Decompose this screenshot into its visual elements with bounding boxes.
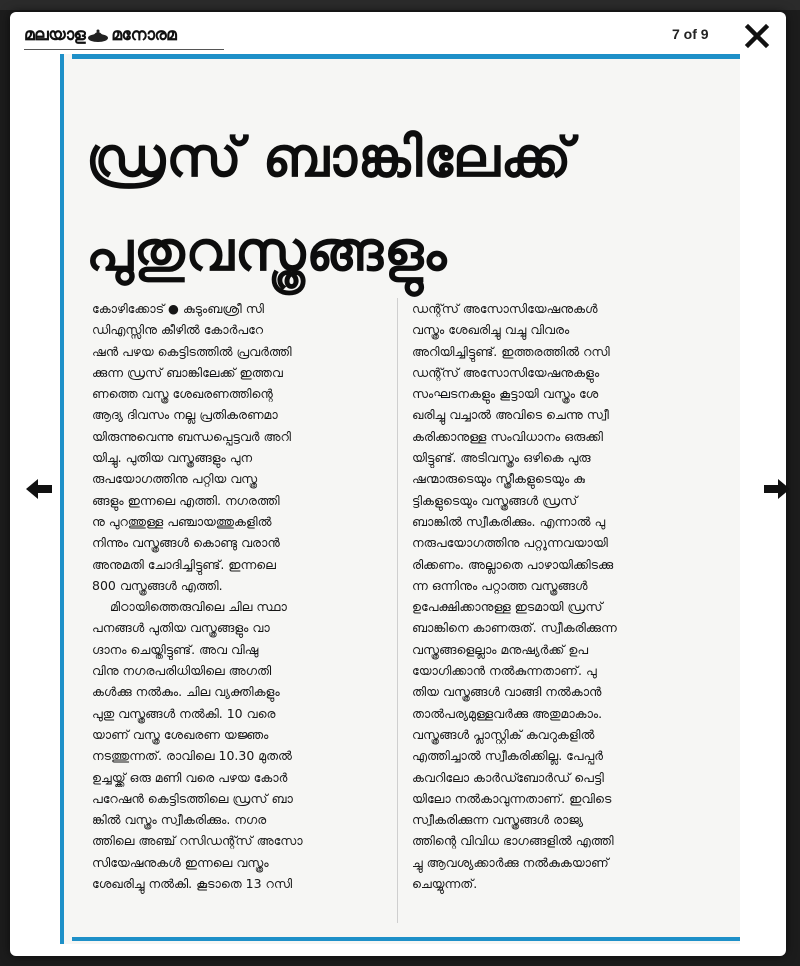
body-text-line: ഡിഎസ്സിനു കീഴിൽ കോർപറേ [92,322,264,338]
body-text-line: ഗ്ദാനം ചെയ്തിട്ടുണ്ട്. അവ വിഷു [92,641,259,657]
body-text-line: ഡന്റ്സ് അസോസിയേഷനുകളും [412,364,600,380]
arrow-left-icon [24,474,54,504]
clip-top-rule [72,54,740,59]
manorama-logo [24,22,176,48]
body-text-line: ന്ന ഒന്നിനും പറ്റാത്ത വസ്ത്രങ്ങൾ [412,577,588,593]
body-text-line: അറിയിച്ചിട്ടുണ്ട്. ഇത്തരത്തിൽ റസി [412,343,610,359]
body-text-line: അനുമതി ചോദിച്ചിട്ടുണ്ട്. ഇന്നലെ [92,556,276,572]
body-text-line: ഖരിച്ചു വച്ചാൽ അവിടെ ചെന്നു സ്വീ [412,407,609,423]
body-text-line: വിനു നഗരപരിധിയിലെ അഗതി [92,663,272,679]
body-text-line: വസ്ത്രങ്ങളെല്ലാം മനുഷ്യർക്ക് ഉപ [412,641,589,657]
body-text-line: പുതു വസ്ത്രങ്ങൾ നൽകി. 10 വരെ [92,705,276,721]
body-text-line: ങ്കിൽ വസ്ത്രം സ്വീകരിക്കും. നഗര [92,812,267,828]
body-text-line: ച്ചു ആവശ്യക്കാർക്കു നൽകുകയാണ് [412,854,609,870]
body-text-line: യാണ് വസ്ത്ര ശേഖരണ യജ്ഞം [92,726,269,742]
article-column-1 [92,298,382,894]
body-text-line: ത്തിന്റെ വിവിധ ഭാഗങ്ങളിൽ എത്തി [412,833,614,849]
body-text-line: ക്കുന്ന ഡ്രസ് ബാങ്കിലേക്ക് ഇത്തവ [92,364,283,380]
body-text-line: ഉച്ചയ്ക്ക് ഒരു മണി വരെ പഴയ കോർ [92,769,288,785]
body-text-line: ഷന്മാരുടെയും സ്ത്രീകളുടെയും കു [412,471,585,487]
body-text-line: നരുപയോഗത്തിനു പറ്റുന്നവയായി [412,535,608,551]
page-indicator: 7 of 9 [672,26,709,42]
next-page-button[interactable] [762,474,792,504]
close-icon [743,22,771,50]
body-text-line: രിക്കണം. അല്ലാതെ പാഴായിക്കിടക്കു [412,556,614,572]
article-column-2 [412,298,702,894]
body-text-line: യിച്ചു. പുതിയ വസ്ത്രങ്ങളും പുന [92,450,253,466]
lamp-emblem-icon [87,27,109,43]
body-text-line: കോഴിക്കോട് ● കുടുംബശ്രീ സി [92,301,264,316]
body-text-line: യിലോ നൽകാവുന്നതാണ്. ഇവിടെ [412,790,612,806]
page-backdrop [0,0,800,10]
body-text-line: 800 വസ്ത്രങ്ങൾ എത്തി. [92,577,223,593]
body-text-line: സ്വീകരിക്കുന്ന വസ്ത്രങ്ങൾ രാജ്യ [412,812,584,828]
body-text-line: സംഘടനകളും കൂട്ടായി വസ്ത്രം ശേ [412,386,599,402]
previous-page-button[interactable] [24,474,54,504]
body-text-line: ഡന്റ്സ് അസോസിയേഷനുകൾ [412,301,598,316]
viewer-topbar [10,12,786,58]
body-text-line: സിയേഷനുകൾ ഇന്നലെ വസ്ത്രം [92,854,269,870]
body-text-line: യിട്ടുണ്ട്. അടിവസ്ത്രം ഒഴികെ പുരു [412,450,591,466]
newspaper-clipping [60,54,740,944]
clip-left-rule [60,54,64,944]
body-text-line: യോഗിക്കാൻ നൽകുന്നതാണ്. പു [412,663,597,679]
body-text-line: പറേഷൻ കെട്ടിടത്തിലെ ഡ്രസ് ബാ [92,790,293,806]
body-text-line: മിഠായിത്തെരുവിലെ ചില സ്ഥാ [110,599,287,615]
headline-line: പുതുവസ്ത്രങ്ങളും [86,219,448,283]
body-text-line: ഉപേക്ഷിക്കാനുള്ള ഇടമായി ഡ്രസ് [412,599,603,615]
clip-bottom-rule [72,937,740,941]
body-text-line: കൾക്കു നൽകും. ചില വ്യക്തികളും [92,684,280,700]
body-text-line: കരിക്കാനുള്ള സംവിധാനം ഒരുക്കി [412,428,603,444]
body-text-line: ണത്തെ വസ്ത്ര ശേഖരണത്തിന്റെ [92,386,273,402]
body-text-line: ട്ടികളുടെയും വസ്ത്രങ്ങൾ ഡ്രസ് [412,492,578,508]
body-text-line: രുപയോഗത്തിനു പറ്റിയ വസ്ത്ര [92,471,258,487]
body-text-line: നടത്തുന്നത്. രാവിലെ 10.30 മുതൽ [92,748,292,764]
article-headline [86,110,740,298]
close-button[interactable] [743,22,771,50]
body-text-line: ങ്ങളും ഇന്നലെ എത്തി. നഗരത്തി [92,492,280,508]
logo-underline [24,49,224,50]
body-text-line: ബാങ്കിൽ സ്വീകരിക്കും. എന്നാൽ പു [412,513,606,529]
body-text-line: നു പുറത്തുള്ള പഞ്ചായത്തുകളിൽ [92,513,272,529]
logo-text-right: മനോരമ [111,25,177,45]
body-text-line: തിയ വസ്ത്രങ്ങൾ വാങ്ങി നൽകാൻ [412,684,602,700]
body-text-line: കവറിലോ കാർഡ്ബോർഡ് പെട്ടി [412,769,604,785]
logo-text-left: മലയാള [24,25,86,45]
body-text-line: ആദ്യ ദിവസം നല്ല പ്രതികരണമാ [92,407,278,423]
body-text-line: ചെയ്യുന്നത്. [412,876,478,892]
arrow-right-icon [762,474,792,504]
body-text-line: നിന്നും വസ്ത്രങ്ങൾ കൊണ്ടു വരാൻ [92,535,280,551]
body-text-line: വസ്ത്രങ്ങൾ പ്ലാസ്റ്റിക് കവറുകളിൽ [412,726,595,742]
body-text-line: പനങ്ങൾ പുതിയ വസ്ത്രങ്ങളും വാ [92,620,270,636]
body-text-line: ബാങ്കിനെ കാണരുത്. സ്വീകരിക്കുന്ന [412,620,617,636]
body-text-line: താൽപര്യമുള്ളവർക്കു അതുമാകാം. [412,705,603,721]
column-divider [397,298,398,923]
body-text-line: ശേഖരിച്ചു നൽകി. കൂടാതെ 13 റസി [92,876,293,892]
body-text-line: എത്തിച്ചാൽ സ്വീകരിക്കില്ല. പേപ്പർ [412,748,603,764]
body-text-line: ഷൻ പഴയ കെട്ടിടത്തിൽ പ്രവർത്തി [92,343,292,359]
body-text-line: യിരുന്നുവെന്നു ബന്ധപ്പെട്ടവർ അറി [92,428,292,444]
headline-line: ഡ്രസ് ബാങ്കിലേക്ക് [86,125,573,189]
body-text-line: വസ്ത്രം ശേഖരിച്ചു വച്ചു വിവരം [412,322,570,338]
body-text-line: ത്തിലെ അഞ്ച് റസിഡന്റ്സ് അസോ [92,833,303,849]
